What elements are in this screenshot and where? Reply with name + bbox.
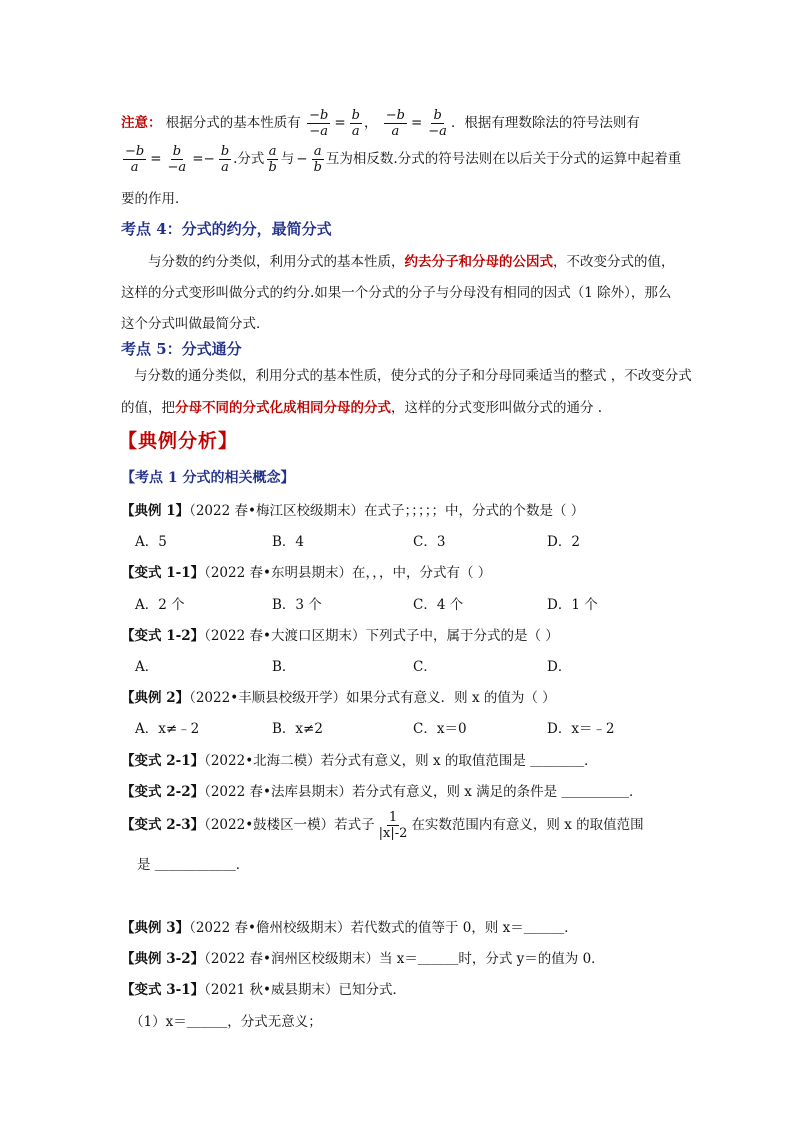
fraction-numerator: 1 <box>388 810 398 825</box>
variant-2-3-cont: 是 ＿＿＿＿＿＿． <box>137 857 250 873</box>
example-3 <box>121 916 578 936</box>
example-2 <box>121 686 556 706</box>
point5-text: 的值，把 <box>121 400 175 416</box>
option-c: C．3 <box>413 534 446 550</box>
option-d: D．2 <box>547 534 580 550</box>
note-text-5: 互为相反数.分式的符号法则在以后关于分式的运算中起着重 <box>325 151 682 167</box>
option-a: A． <box>135 659 159 675</box>
fraction-denominator: |x|-2 <box>378 826 408 841</box>
variant-text: （2022 春•东明县期末）在，，，中，分式有（ ） <box>204 565 492 581</box>
fraction: $\frac{-b}{a}$ <box>385 108 405 139</box>
fraction: $\frac{a}{b}$ <box>268 144 277 175</box>
variant-text: 在实数范围内有意义，则 x 的取值范围 <box>411 817 644 833</box>
example-text: （2022 春•儋州校级期末）若代数式的值等于 0，则 x＝＿＿＿． <box>189 920 578 936</box>
note-text-1: 根据分式的基本性质有 <box>165 115 301 131</box>
variant-2-3 <box>121 810 644 841</box>
point4-highlight: 约去分子和分母的公因式 <box>404 254 553 270</box>
point5-para-1: 与分数的通分类似，利用分式的基本性质，使分式的分子和分母同乘适当的整式 ，不改变分式 <box>134 368 692 384</box>
point5-text: ，这样的分式变形叫做分式的通分 . <box>391 400 603 416</box>
variant-label: 【变式 2-3】 <box>121 817 205 833</box>
option-d: D．1 个 <box>547 597 598 613</box>
option-c: C． <box>413 659 437 675</box>
point4-para-1 <box>148 250 675 270</box>
fraction: $\frac{-b}{a}$ <box>125 144 145 175</box>
example-text: （2022 春•润州区校级期末）当 x＝＿＿＿时，分式 y＝的值为 0． <box>204 951 605 967</box>
option-b: B．3 个 <box>272 597 322 613</box>
example-1 <box>121 499 584 519</box>
option-c: C．x＝0 <box>413 721 467 737</box>
note-text-3: .分式 <box>233 151 265 167</box>
point4-title: 考点 4：分式的约分，最简分式 <box>121 220 332 238</box>
point4-para-2: 这样的分式变形叫做分式的约分.如果一个分式的分子与分母没有相同的因式（1 除外），那么 <box>121 285 672 301</box>
example-label: 【典例 3-2】 <box>121 951 205 967</box>
variant-label: 【变式 2-1】 <box>121 753 205 769</box>
variant-2-2 <box>121 780 642 800</box>
point5-highlight: 分母不同的分式化成相同分母的分式 <box>175 400 391 416</box>
fraction: $\frac{b}{-a}$ <box>167 144 187 175</box>
variant-text: （2021 秋•威县期末）已知分式． <box>204 982 406 998</box>
fraction: $\frac{b}{a}$ <box>220 144 230 175</box>
example-label: 【典例 3】 <box>121 920 190 936</box>
topic1-title: 【考点 1 分式的相关概念】 <box>121 470 295 486</box>
note-text-4: 与 <box>280 151 295 167</box>
variant-text: （2022•鼓楼区一模）若式子 <box>204 817 375 833</box>
option-a: A．2 个 <box>135 597 185 613</box>
note-line-2: $\frac{-b}{a}$ = $\frac{b}{-a}$ =− $\frac{b}{a}$ .分式 $\frac{a}{b}$ 与 − $\frac{a}{b}$ 互为相反数.分式的符号法则在以后关于分式的运算中起着重 <box>125 144 682 175</box>
variant-text: （2022 春•法库县期末）若分式有意义，则 x 满足的条件是 ＿＿＿＿＿． <box>204 784 643 800</box>
point4-text: 与分数的约分类似，利用分式的基本性质， <box>148 254 405 270</box>
option-c: C．4 个 <box>413 597 464 613</box>
point5-para-2 <box>121 396 602 416</box>
example-text: （2022•丰顺县校级开学）如果分式有意义．则 x 的值为（ ） <box>189 690 556 706</box>
variant-label: 【变式 2-2】 <box>121 784 205 800</box>
note-text-6: 要的作用． <box>121 191 189 207</box>
variant-3-1-q1: （1）x＝＿＿＿，分式无意义； <box>130 1014 322 1030</box>
fraction: $\frac{b}{-a}$ <box>428 108 447 139</box>
point4-para-3: 这个分式叫做最简分式． <box>121 316 270 332</box>
variant-2-1 <box>121 749 598 769</box>
variant-1-2 <box>121 624 559 644</box>
variant-label: 【变式 3-1】 <box>121 982 205 998</box>
note-line-3 <box>121 187 189 207</box>
point4-text: ，不改变分式的值， <box>553 254 675 270</box>
note-line-1: 注意： 根据分式的基本性质有 $\frac{-b}{-a}$ = $\frac{b}{a}$ ， $\frac{-b}{a}$ = $\frac{b}{-a}$ ．根据有理数除法的符号法则有 <box>121 108 640 139</box>
variant-text: （2022 春•大渡口区期末）下列式子中，属于分式的是（ ） <box>204 628 559 644</box>
option-d: D． <box>547 659 572 675</box>
variant-3-1 <box>121 978 406 998</box>
option-a: A．x≠﹣2 <box>135 721 200 737</box>
fraction: $\frac{b}{a}$ <box>351 108 360 139</box>
variant-1-1 <box>121 561 491 581</box>
example-3-2 <box>121 947 605 967</box>
option-b: B．x≠2 <box>272 721 323 737</box>
note-label: 注意： <box>121 115 162 131</box>
note-text-2: ．根据有理数除法的符号法则有 <box>450 115 640 131</box>
fraction: $\frac{-b}{-a}$ <box>309 108 329 139</box>
variant-text: （2022•北海二模）若分式有意义，则 x 的取值范围是 ＿＿＿＿． <box>204 753 598 769</box>
variant-label: 【变式 1-1】 <box>121 565 205 581</box>
variant-label: 【变式 1-2】 <box>121 628 205 644</box>
example-label: 【典例 2】 <box>121 690 190 706</box>
fraction <box>377 810 410 841</box>
option-b: B．4 <box>272 534 305 550</box>
example-text: （2022 春•梅江区校级期末）在式子；；；；；中，分式的个数是（ ） <box>189 503 585 519</box>
option-b: B． <box>272 659 296 675</box>
option-a: A．5 <box>135 534 167 550</box>
section-heading: 【典例分析】 <box>118 430 239 452</box>
fraction: $\frac{a}{b}$ <box>313 144 322 175</box>
point5-title: 考点 5：分式通分 <box>121 340 242 358</box>
option-d: D．x＝﹣2 <box>547 721 615 737</box>
example-label: 【典例 1】 <box>121 503 190 519</box>
